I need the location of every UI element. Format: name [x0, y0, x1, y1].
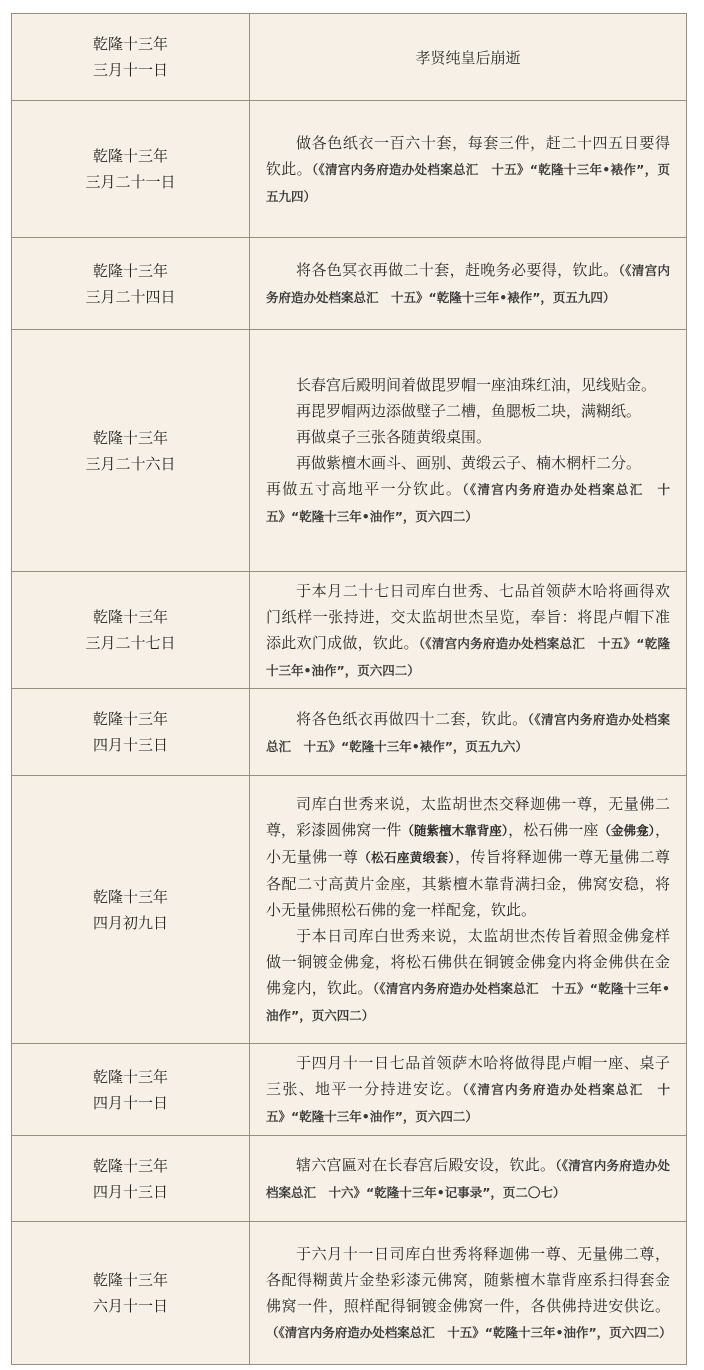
date-year: 乾隆十三年: [92, 1271, 168, 1289]
annotation: （松石座黄缎套）: [358, 850, 456, 865]
event-cell: [250, 572, 686, 688]
source-citation: （《清宫内务府造办处档案总汇 十五》“乾隆十三年•裱作”，页五九六）: [266, 711, 670, 754]
table-row: [12, 689, 686, 776]
date-day: 四月十一日: [92, 1093, 168, 1112]
event-title: 孝贤纯皇后崩逝: [415, 48, 521, 67]
event-cell: [250, 14, 686, 100]
date-day: 三月二十六日: [85, 454, 176, 473]
table-row: [12, 1222, 686, 1364]
event-cell: [250, 1222, 686, 1364]
date-year: 乾隆十三年: [92, 35, 168, 53]
source-citation: （《清宫内务府造办处档案总汇 十五》“乾隆十三年•裱作”，页五九四）: [266, 161, 670, 204]
date-day: 六月十一日: [92, 1297, 168, 1315]
date-year: 乾隆十三年: [92, 147, 168, 165]
event-text: 再做紫檀木画斗、画别、黄缎云子、楠木棢杆二分。: [296, 454, 642, 472]
event-cell: [250, 238, 686, 329]
source-citation: （《清宫内务府造办处档案总汇 十六》“乾隆十三年•记事录”，页二〇七）: [266, 1158, 670, 1200]
date-day: 三月十一日: [92, 61, 168, 79]
event-cell: [250, 689, 686, 775]
event-text: 于本日司库白世秀来说，太监胡世杰传旨着照金佛龛样做一铜镀金佛龛，将松石佛供在铜镀金佛龛内将金佛供在金佛龛内，钦此。（《清宫内务府造办处档案总汇 十五》“乾隆十三年•油作”，页六四二）: [266, 927, 670, 1023]
event-text: 于六月十一日司库白世秀将释迦佛一尊、无量佛二尊，各配得糊黄片金垫彩漆元佛窝，随紫檀木靠背座系扫得套金佛窝一件，照样配得铜镀金佛窝一件，各供佛持进安供讫。（《清宫内务府造办处档案总汇 十五》“乾隆十三年•油作”，页六四二）: [266, 1245, 672, 1340]
date-cell: [12, 14, 250, 100]
date-year: 乾隆十三年: [92, 261, 168, 280]
date-cell: [12, 1044, 250, 1135]
date-day: 三月二十四日: [85, 287, 176, 306]
table-row: [12, 101, 686, 238]
source-citation: （《清宫内务府造办处档案总汇 十五》“乾隆十三年•油作”，页六四二）: [266, 635, 670, 678]
date-day: 四月十三日: [92, 1182, 168, 1201]
date-year: 乾隆十三年: [92, 887, 168, 906]
annotation: （金佛龛）: [598, 823, 655, 838]
table-row: [12, 572, 686, 689]
annotation: （随紫檀木靠背座）: [401, 823, 509, 838]
event-text: 将各色冥衣再做二十套，赶晚务必要得，钦此。（《清宫内务府造办处档案总汇 十五》“乾隆十三年•裱作”，页五九四）: [266, 261, 670, 305]
source-citation: （《清宫内务府造办处档案总汇 十五》“乾隆十三年•油作”，页六四二）: [266, 482, 670, 524]
date-day: 三月二十一日: [85, 173, 176, 191]
date-year: 乾隆十三年: [92, 1067, 168, 1086]
source-citation: （《清宫内务府造办处档案总汇 十五》“乾隆十三年•油作”，页六四二）: [266, 1082, 670, 1124]
event-text: 于四月十一日七品首领萨木哈将做得毘卢帽一座、桌子三张、地平一分持进安讫。（《清宫内务府造办处档案总汇 十五》“乾隆十三年•油作”，页六四二）: [266, 1054, 670, 1124]
event-text: 于本月二十七日司库白世秀、七品首领萨木哈将画得欢门纸样一张持进，交太监胡世杰呈览，奉旨：将毘卢帽下准添此欢门成做，钦此。（《清宫内务府造办处档案总汇 十五》“乾隆十三年•油作”，页六四二）: [266, 581, 670, 678]
table-row: [12, 330, 686, 572]
date-cell: [12, 689, 250, 775]
source-citation: （《清宫内务府造办处档案总汇 十五》“乾隆十三年•裱作”，页五九四）: [266, 263, 670, 305]
event-text: 司库白世秀来说，太监胡世杰交释迦佛一尊，无量佛二尊，彩漆圆佛窝一件（随紫檀木靠背座），松石佛一座（金佛龛），小无量佛一尊（松石座黄缎套），传旨将释迦佛一尊无量佛二尊各配二寸高黄片金座，其紫檀木靠背满扫金，佛窝安稳，将小无量佛照松石佛的龛一样配龛，钦此。: [266, 795, 670, 919]
table-row: [12, 1044, 686, 1136]
table-row: [12, 238, 686, 330]
event-cell: [250, 776, 686, 1043]
event-text: 再做桌子三张各随黄缎桌围。: [296, 428, 492, 446]
chronology-table: [11, 13, 687, 1365]
event-text: 再做五寸高地平一分钦此。（《清宫内务府造办处档案总汇 十五》“乾隆十三年•油作”，页六四二）: [266, 480, 670, 524]
table-row: [12, 14, 686, 101]
date-year: 乾隆十三年: [92, 608, 168, 626]
event-text: 辖六宫匾对在长春宫后殿安设，钦此。（《清宫内务府造办处档案总汇 十六》“乾隆十三年•记事录”，页二〇七）: [266, 1156, 670, 1200]
event-cell: [250, 330, 686, 571]
date-day: 四月初九日: [92, 913, 168, 932]
date-year: 乾隆十三年: [92, 428, 168, 447]
date-year: 乾隆十三年: [92, 710, 168, 728]
event-cell: [250, 101, 686, 237]
date-cell: [12, 330, 250, 571]
date-cell: [12, 776, 250, 1043]
event-cell: [250, 1044, 686, 1135]
source-citation: （《清宫内务府造办处档案总汇 十五》“乾隆十三年•油作”，页六四二）: [266, 1325, 672, 1340]
event-text: 再毘罗帽两边添做璧子二槽，鱼腮板二块，满糊纸。: [296, 402, 642, 420]
date-cell: [12, 101, 250, 237]
event-text: 长春宫后殿明间着做毘罗帽一座油珠红油，见线贴金。: [296, 376, 657, 394]
date-year: 乾隆十三年: [92, 1156, 168, 1175]
date-cell: [12, 1136, 250, 1221]
table-row: [12, 1136, 686, 1222]
date-cell: [12, 1222, 250, 1364]
date-day: 三月二十七日: [85, 634, 176, 652]
table-row: [12, 776, 686, 1044]
event-text: 做各色纸衣一百六十套，每套三件，赶二十四五日要得钦此。（《清宫内务府造办处档案总汇 十五》“乾隆十三年•裱作”，页五九四）: [266, 133, 670, 204]
date-cell: [12, 238, 250, 329]
date-day: 四月十三日: [92, 736, 168, 754]
source-citation: （《清宫内务府造办处档案总汇 十五》“乾隆十三年•油作”，页六四二）: [266, 981, 670, 1023]
event-cell: [250, 1136, 686, 1221]
date-cell: [12, 572, 250, 688]
event-text: 将各色纸衣再做四十二套，钦此。（《清宫内务府造办处档案总汇 十五》“乾隆十三年•裱作”，页五九六）: [266, 709, 670, 754]
